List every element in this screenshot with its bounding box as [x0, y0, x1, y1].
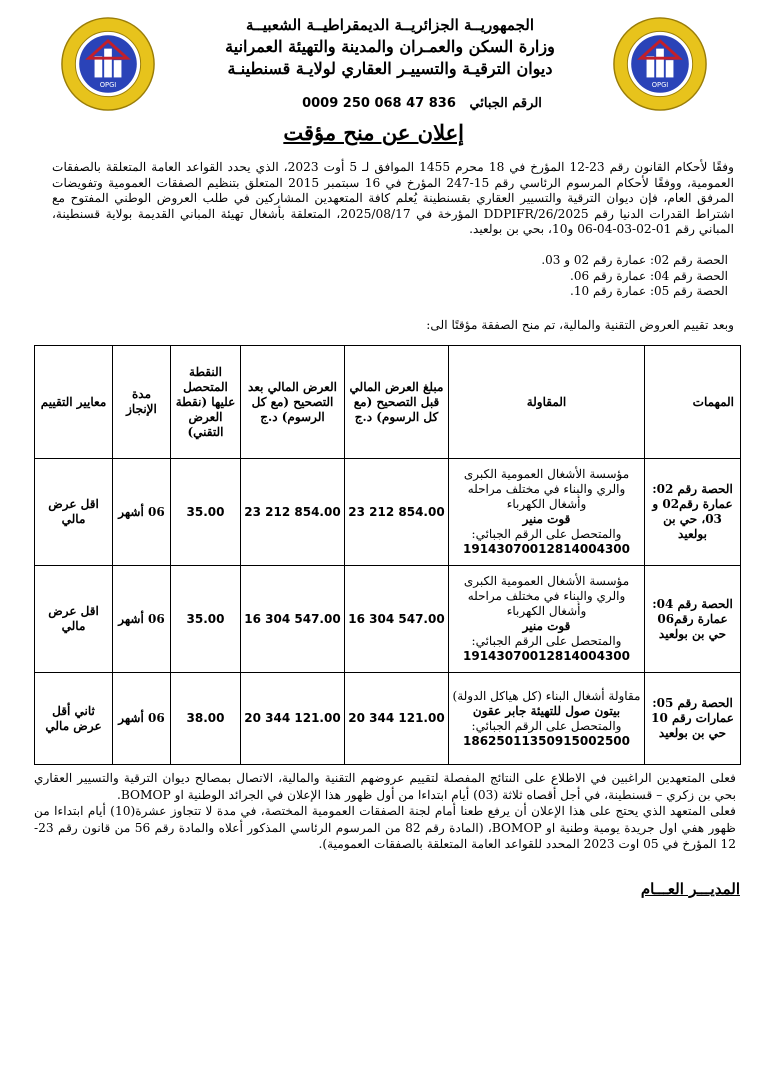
table-row: [35, 459, 741, 566]
cell-score: 35.00: [171, 459, 241, 566]
opgi-logo-right: [612, 16, 708, 112]
cell-amount-before: 23 212 854.00: [345, 459, 449, 566]
logo-text: OPGI: [651, 81, 669, 90]
col-header-contractor: المقاولة: [449, 346, 645, 459]
signature-title: المديـــر العـــام: [640, 880, 740, 898]
cell-task: الحصة رقم 02: عمارة رقم02 و 03، حي بن بولعيد: [645, 459, 741, 566]
cell-amount-before: 16 304 547.00: [345, 566, 449, 673]
lot-item: الحصة رقم 04: عمارة رقم 06.: [570, 268, 728, 283]
col-header-score: النقطة المتحصل عليها (نقطة العرض التقني): [171, 346, 241, 459]
col-header-criteria: معايير التقييم: [35, 346, 113, 459]
tax-id-label: الرقم الجبائي: [469, 96, 542, 111]
contractor-tax-label: والمتحصل على الرقم الجبائي:: [471, 634, 622, 648]
contractor-description: مؤسسة الأشغال العمومية الكبرى والري والبناء في مختلف مراحله وأشغال الكهرباء: [463, 574, 630, 618]
cell-criteria: اقل عرض مالي: [35, 566, 113, 673]
contractor-description: مؤسسة الأشغال العمومية الكبرى والري والبناء في مختلف مراحله وأشغال الكهرباء: [463, 467, 630, 511]
cell-amount-before: 20 344 121.00: [345, 673, 449, 765]
logo-text: OPGI: [99, 81, 117, 90]
table-header-row: [35, 346, 741, 459]
lots-list: [380, 253, 728, 300]
appeal-paragraph: فعلى المتعهد الذي يحتج على هذا الإعلان أن يرفع طعنا أمام لجنة الصفقات العمومية المختصة، في مدة لا تتجاوز عشرة(10) أيام ابتداءا من ظهور هفي اول جريدة يومية وطنية او BOMOP، (المادة رقم 82 من المرسوم الرئاسي المذكور أعلاه والمادة رقم 56 من قانون رقم 23-12 المؤرخ في 05 اوت 2023 المحدد للقواعد العامة المتعلقة بالصفقات العمومية).: [34, 804, 736, 852]
cell-criteria: اقل عرض مالي: [35, 459, 113, 566]
opgi-logo-left: [60, 16, 156, 112]
contractor-tax-id: 19143070012814004300: [463, 542, 630, 556]
col-header-amount-before: مبلغ العرض المالي قبل التصحيح (مع كل الرسوم) د.ج: [345, 346, 449, 459]
contractor-description: مقاولة أشغال البناء (كل هياكل الدولة): [452, 688, 641, 703]
header-country: الجمهوريــة الجزائريــة الديمقراطيــة الشعبيــة: [245, 16, 535, 34]
consultation-paragraph: فعلى المتعهدين الراغبين في الاطلاع على النتائج المفصلة لتقييم عروضهم التقنية والمالية، الاتصال بمصالح ديوان الترقية والتسيير العقاري بحي بن زكري – قسنطينة، في أجل أقصاه ثلاثة (03) أيام ابتداءا من أول ظهور هذا الإعلان في الجرائد الوطنية او BOMOP.: [34, 771, 736, 802]
header-ministry: وزارة السكن والعمـران والمدينة والتهيئة العمرانية: [225, 37, 555, 56]
cell-duration: 06 أشهر: [113, 459, 171, 566]
cell-amount-after: 20 344 121.00: [241, 673, 345, 765]
cell-contractor: [449, 673, 645, 765]
cell-score: 38.00: [171, 673, 241, 765]
col-header-tasks: المهمات: [645, 346, 741, 459]
award-table: [34, 345, 741, 765]
cell-duration: 06 أشهر: [113, 673, 171, 765]
evaluation-sentence: وبعد تقييم العروض التقنية والمالية، تم منح الصفقة مؤقتًا الى:: [426, 318, 734, 332]
cell-task: الحصة رقم 04: عمارة رقم06 حي بن بولعيد: [645, 566, 741, 673]
cell-duration: 06 أشهر: [113, 566, 171, 673]
table-row: [35, 673, 741, 765]
contractor-name: بيتون صول للتهيئة جابر عقون: [472, 703, 621, 718]
cell-amount-after: 23 212 854.00: [241, 459, 345, 566]
intro-text: وفقًا لأحكام القانون رقم 23-12 المؤرخ في 18 محرم 1455 الموافق لـ 5 أوت 2023، الذي يحدد القواعد العامة المتعلقة بالصفقات العمومية، ووفقًا لأحكام المرسوم الرئاسي رقم 15-247 المؤرخ في 16 سبتمبر 2015 المتعلق بتنظيم الصفقات العمومية وتفويضات المرفق العام، فإن ديوان الترقية والتسيير العقاري بقسنطينة يُعلم كافة المتعهدين المشاركين في طلب العروض الوطني المفتوح مع اشتراط القدرات الدنيا رقم 2025/DDPIFR/26 المؤرخة في 2025/08/17، المتعلقة بأشغال تهيئة المباني القديمة بولاية قسنطينة، المباني رقم 01-02-03-04-06 و10، بحي بن بولعيد.: [52, 160, 734, 237]
contractor-tax-label: والمتحصل على الرقم الجبائي:: [471, 718, 622, 733]
tax-id-number: 0009 250 068 47 836: [302, 96, 456, 111]
lot-item: الحصة رقم 02: عمارة رقم 02 و 03.: [541, 253, 728, 267]
contractor-name: قوت منير: [522, 619, 571, 633]
contractor-tax-id: 19143070012814004300: [463, 649, 630, 663]
col-header-duration: مدة الإنجاز: [113, 346, 171, 459]
table-row: [35, 566, 741, 673]
tax-id-line: [262, 96, 582, 111]
contractor-name: قوت منير: [522, 512, 571, 526]
cell-contractor: [449, 566, 645, 673]
notice-title: إعلان عن منح مؤقت: [283, 120, 464, 145]
contractor-tax-label: والمتحصل على الرقم الجبائي:: [471, 527, 622, 541]
cell-task: الحصة رقم 05: عمارات رقم 10 حي بن بولعيد: [645, 673, 741, 765]
cell-contractor: [449, 459, 645, 566]
cell-amount-after: 16 304 547.00: [241, 566, 345, 673]
col-header-amount-after: العرض المالي بعد التصحيح (مع كل الرسوم) د.ج: [241, 346, 345, 459]
cell-score: 35.00: [171, 566, 241, 673]
contractor-tax-id: 18625011350915002500: [463, 733, 630, 748]
lot-item: الحصة رقم 05: عمارة رقم 10.: [570, 284, 728, 298]
intro-paragraph: [52, 160, 734, 238]
letterhead: [190, 14, 590, 80]
closing-paragraphs: [34, 770, 736, 853]
header-office: ديوان الترقيـة والتسييـر العقاري لولايـة قسنطينـة: [227, 59, 553, 78]
cell-criteria: ثاني أقل عرض مالي: [35, 673, 113, 765]
